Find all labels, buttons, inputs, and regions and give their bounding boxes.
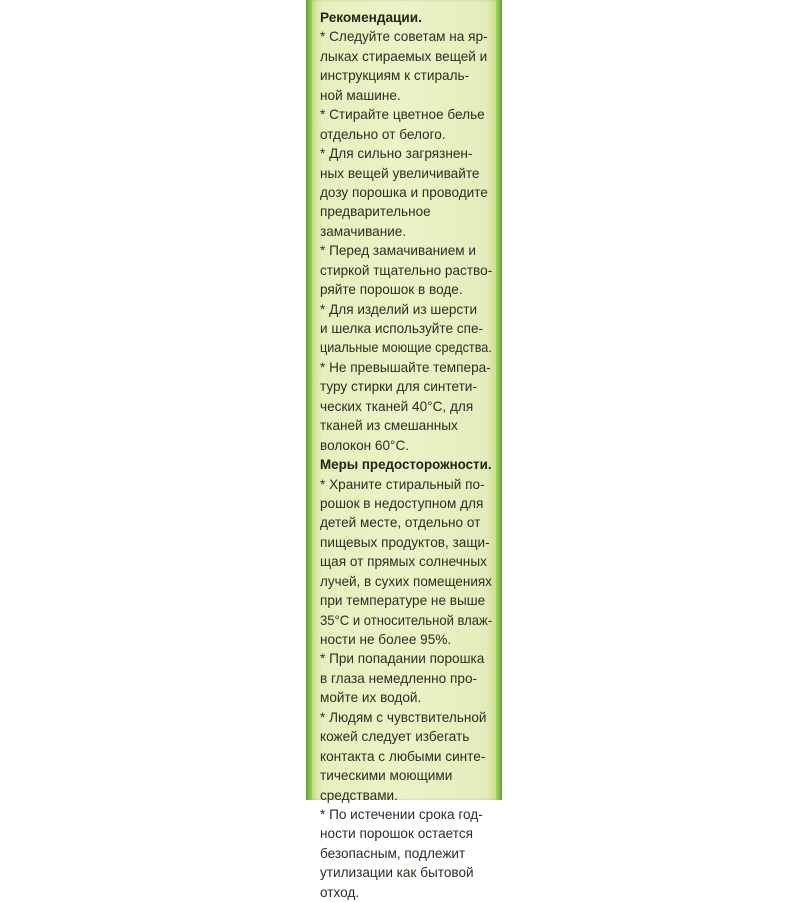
label-text-line: ной машине. (320, 87, 401, 103)
package-left-edge (306, 0, 312, 800)
label-text-line: детей месте, отдельно от (320, 515, 481, 531)
label-text-block (320, 8, 493, 900)
section-heading: Рекомендации. (320, 10, 422, 25)
label-text-line: кожей следует избегать (320, 729, 470, 745)
label-text-line: * Храните стиральный по- (320, 476, 485, 492)
label-text-line: циальные моющие средства. (320, 340, 492, 356)
label-text-line: тическими моющими (320, 768, 453, 784)
label-text-line: лыках стираемых вещей и (320, 48, 488, 64)
label-text-line: ных вещей увеличивайте (320, 165, 480, 181)
label-text-line: пищевых продуктов, защи- (320, 534, 490, 550)
label-text-line: дозу порошка и проводите (320, 184, 488, 200)
label-text-line: ряйте порошок в воде. (320, 282, 463, 298)
label-text-line: * Следуйте советам на яр- (320, 29, 488, 45)
label-text-line: при температуре не выше (320, 593, 486, 609)
label-text-line: стиркой тщательно раство- (320, 262, 493, 278)
label-text-line: средствами. (320, 787, 398, 803)
label-text-line: ности не более 95%. (320, 632, 452, 647)
label-text-line: 35°С и относительной влаж- (320, 612, 493, 628)
label-text-line: ческих тканей 40°С, для (320, 398, 474, 414)
label-text-line: предварительное (320, 204, 431, 220)
label-text-line: волокон 60°С. (320, 437, 410, 453)
label-text-line: * Стирайте цветное белье (320, 107, 485, 123)
label-text-line: замачивание. (320, 223, 407, 239)
label-text-line: * По истечении срока год- (320, 806, 483, 822)
label-text-line: тканей из смешанных (320, 418, 458, 434)
package-right-edge (496, 0, 502, 800)
label-text-line: * Для сильно загрязнен- (320, 146, 473, 162)
label-text-line: * Для изделий из шерсти (320, 301, 478, 317)
label-text-line: в глаза немедленно про- (320, 670, 478, 686)
label-text-line: мойте их водой. (320, 690, 422, 706)
label-text-line: рошок в недоступном для (320, 495, 484, 511)
label-text-line: * Людям с чувствительной (320, 709, 487, 725)
label-text-line: отход. (320, 884, 360, 900)
label-text-line: ности порошок остается (320, 826, 474, 842)
label-text-line: туру стирки для синтети- (320, 379, 477, 395)
label-text-line: * Не превышайте темпера- (320, 359, 491, 375)
label-text-line: утилизации как бытовой (320, 865, 474, 881)
label-text-line: безопасным, подлежит (320, 845, 466, 861)
section-heading: Меры предосторожности. (320, 457, 492, 473)
label-text-line: щая от прямых солнечных (320, 554, 487, 570)
label-text-line: * При попадании порошка (320, 651, 485, 667)
label-text-line: отдельно от белого. (320, 126, 446, 142)
label-text-line: инструкциям к стираль- (320, 68, 470, 84)
label-text-line: и шелка используйте спе- (320, 321, 484, 336)
label-text-line: лучей, в сухих помещениях (320, 573, 492, 589)
label-text-line: * Перед замачиванием и (320, 243, 477, 259)
label-text-line: контакта с любыми синте- (320, 748, 486, 764)
